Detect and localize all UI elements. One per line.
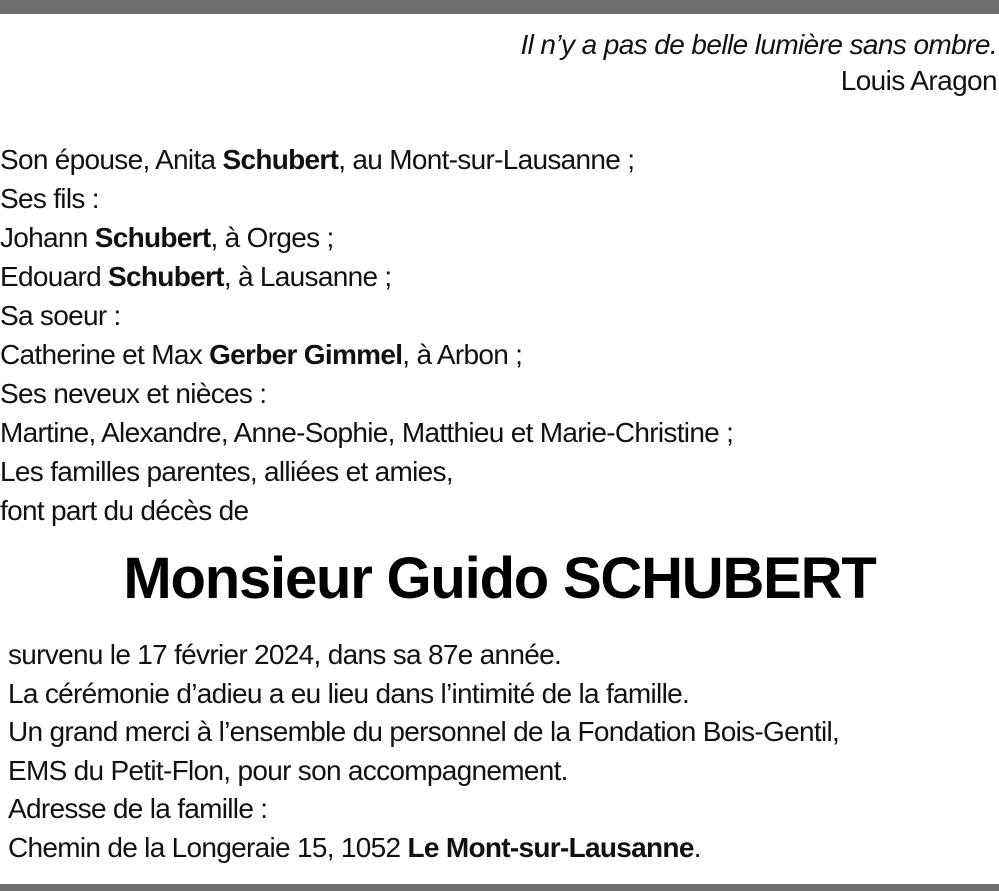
deceased-name: Monsieur Guido SCHUBERT (123, 546, 876, 611)
town: Le Mont-sur-Lausanne (407, 831, 694, 863)
details-address-heading: Adresse de la famille : (8, 793, 268, 824)
surname: Schubert (108, 261, 224, 292)
text: Chemin de la Longeraie 15, 1052 (8, 831, 408, 863)
text: , à Arbon ; (402, 339, 523, 370)
text: . (693, 831, 701, 863)
family-announcement (0, 140, 733, 530)
death-details (8, 636, 839, 867)
family-line-son-edouard (0, 257, 733, 296)
details-ceremony: La cérémonie d’adieu a eu lieu dans l’intimité de la famille. (8, 677, 690, 709)
epigraph-quote: Il n’y a pas de belle lumière sans ombre. (520, 29, 997, 60)
top-rule (0, 0, 999, 14)
family-line-sons-heading: Ses fils : (0, 183, 99, 214)
details-thanks-cont: EMS du Petit-Flon, pour son accompagnement. (8, 754, 568, 786)
surname: Gerber Gimmel (209, 339, 403, 370)
text: , à Orges ; (210, 222, 334, 253)
family-line-sister (0, 335, 733, 374)
text: Johann (0, 222, 95, 253)
surname: Schubert (94, 222, 211, 253)
bottom-rule (0, 884, 999, 891)
epigraph (520, 27, 997, 99)
details-address (8, 829, 839, 868)
text: Son épouse, Anita (0, 144, 223, 175)
family-line-nephews-heading: Ses neveux et nièces : (0, 378, 267, 409)
family-line-announce: font part du décès de (0, 495, 249, 526)
family-line-nephews: Martine, Alexandre, Anne-Sophie, Matthieu et Marie-Christine ; (0, 417, 734, 448)
family-line-spouse (0, 140, 733, 179)
details-thanks: Un grand merci à l’ensemble du personnel de la Fondation Bois-Gentil, (8, 716, 840, 747)
family-line-sister-heading: Sa soeur : (0, 300, 121, 331)
family-line-son-johann (0, 218, 733, 257)
surname: Schubert (222, 144, 339, 175)
text: , à Lausanne ; (223, 261, 392, 292)
text: Edouard (0, 261, 109, 292)
text: Catherine et Max (0, 339, 210, 370)
family-line-relatives: Les familles parentes, alliées et amies, (0, 456, 453, 487)
details-date: survenu le 17 février 2024, dans sa 87e année. (8, 639, 562, 670)
epigraph-author: Louis Aragon (840, 65, 997, 96)
text: , au Mont-sur-Lausanne ; (338, 144, 635, 175)
